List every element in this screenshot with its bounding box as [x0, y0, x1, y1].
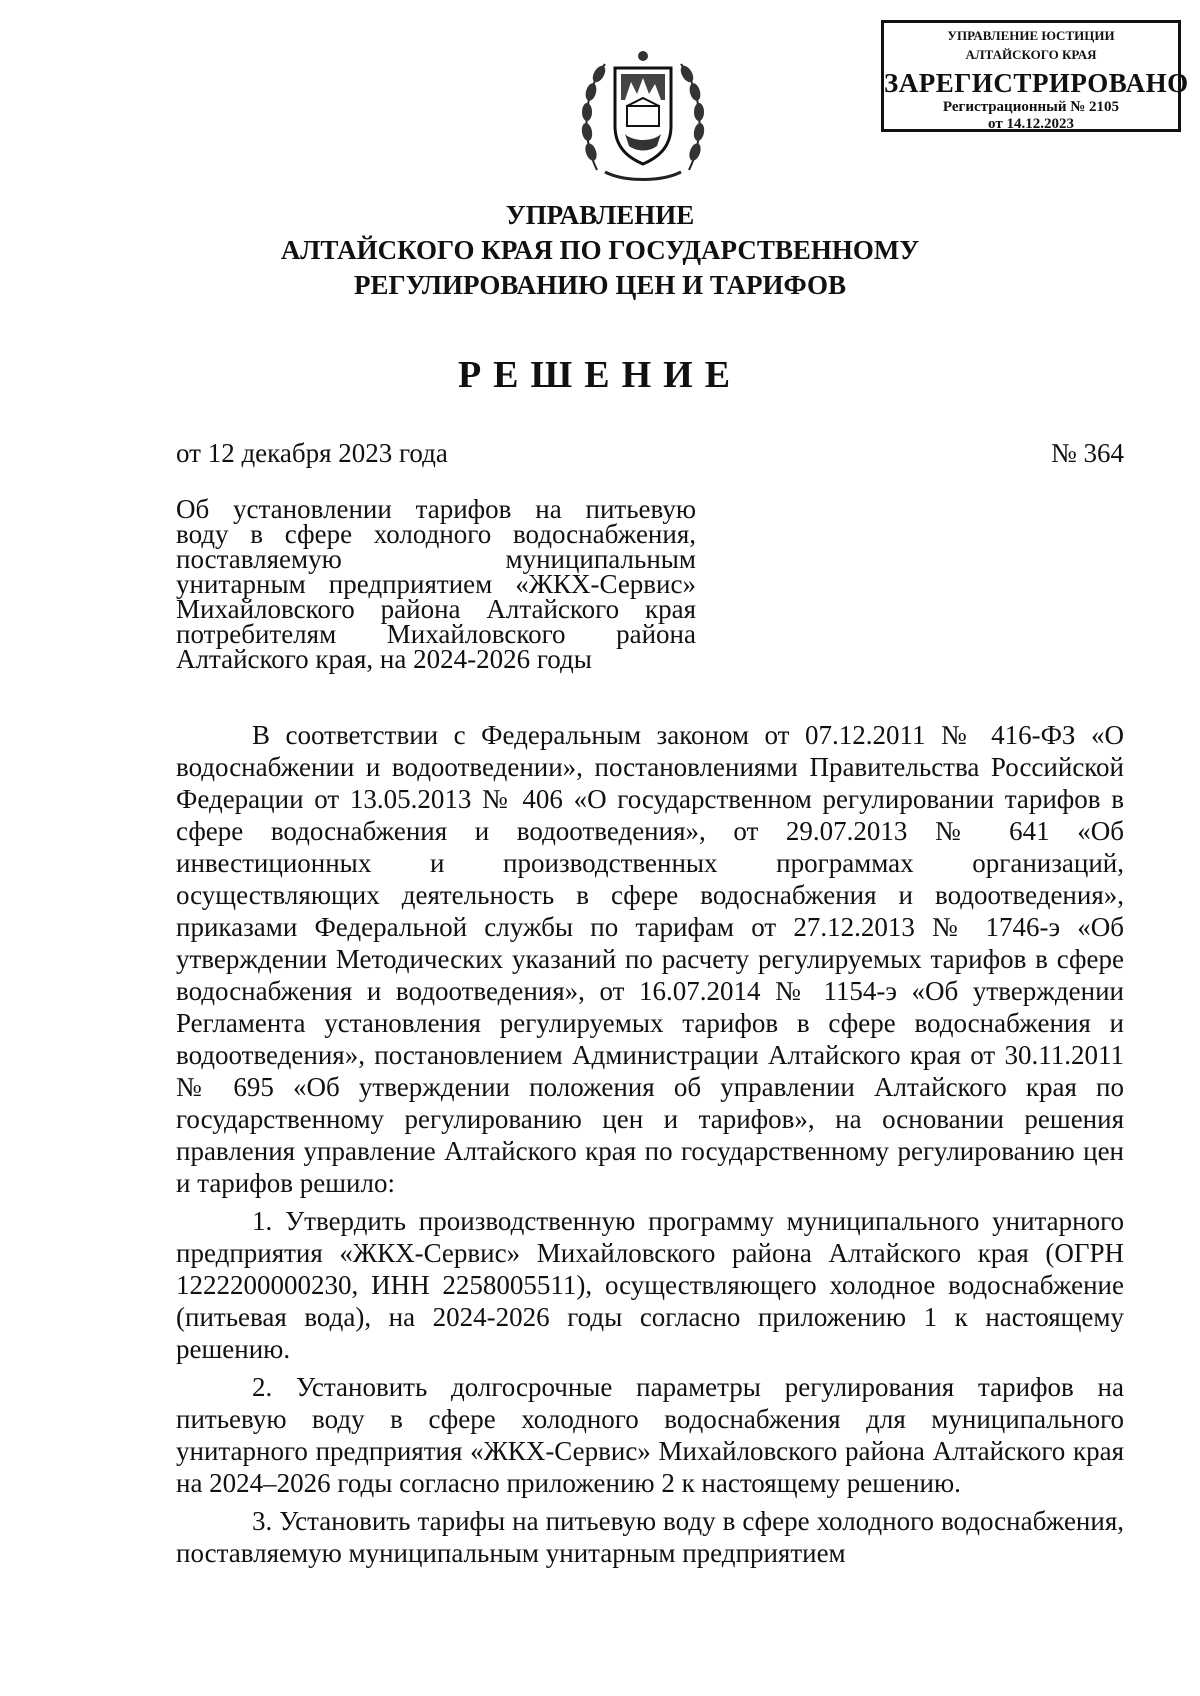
subject-line: воду в сфере холодного водоснабжения,	[176, 519, 696, 549]
decision-item-2: 2. Установить долгосрочные параметры регулирования тарифов на питьевую воду в сфере холодного водоснабжения для муниципального унитарного предприятия «ЖКХ-Сервис» Михайловского района Алтайского края на 2024–2026 годы согласно приложению 2 к настоящему решению.	[176, 1372, 1124, 1498]
document-subject	[176, 494, 696, 674]
document-number: № 364	[1050, 438, 1124, 468]
agency-line-1: УПРАВЛЕНИЕ	[505, 200, 695, 230]
subject-line: потребителям Михайловского района	[176, 619, 696, 649]
document-date: от 12 декабря 2023 года	[176, 438, 448, 468]
stamp-org-line-2: АЛТАЙСКОГО КРАЯ	[965, 47, 1097, 62]
stamp-registration-number: Регистрационный № 2105	[942, 99, 1120, 115]
subject-line: Михайловского района Алтайского края	[176, 594, 696, 624]
registration-stamp	[881, 20, 1189, 132]
document-body	[176, 719, 1124, 1569]
document-title: РЕШЕНИЕ	[457, 354, 743, 396]
stamp-status: ЗАРЕГИСТРИРОВАНО	[884, 68, 1189, 98]
subject-line: унитарным предприятием «ЖКХ-Сервис»	[176, 569, 696, 599]
agency-line-2: АЛТАЙСКОГО КРАЯ ПО ГОСУДАРСТВЕННОМУ	[280, 235, 920, 265]
subject-line: Об установлении тарифов на питьевую	[176, 494, 696, 524]
subject-line: Алтайского края, на 2024-2026 годы	[176, 644, 592, 674]
coat-of-arms-icon	[575, 42, 711, 184]
preamble-paragraph: В соответствии с Федеральным законом от 07.12.2011 № 416-ФЗ «О водоснабжении и водоотведении», постановлениями Правительства Российской Федерации от 13.05.2013 № 406 «О государственном регулировании тарифов в сфере водоснабжения и водоотведения», от 29.07.2013 № 641 «Об инвестиционных и производственных программах организаций, осуществляющих деятельность в сфере водоснабжения и водоотведения», приказами Федеральной службы по тарифам от 27.12.2013 № 1746-э «Об утверждении Методических указаний по расчету регулируемых тарифов в сфере водоснабжения и водоотведения», от 16.07.2014 № 1154-э «Об утверждении Регламента установления регулируемых тарифов в сфере водоснабжения и водоотведения», постановлением Администрации Алтайского края от 30.11.2011 № 695 «Об утверждении положения об управлении Алтайского края по государственному регулированию цен и тарифов», на основании решения правления управление Алтайского края по государственному регулированию цен и тарифов решило:	[176, 720, 1124, 1198]
decision-item-1: 1. Утвердить производственную программу муниципального унитарного предприятия «ЖКХ-Сервис» Михайловского района Алтайского края (ОГРН 1222200000230, ИНН 2258005511), осуществляющего холодное водоснабжение (питьевая вода), на 2024-2026 годы согласно приложению 1 к настоящему решению.	[176, 1206, 1124, 1364]
stamp-org-line-1: УПРАВЛЕНИЕ ЮСТИЦИИ	[947, 28, 1115, 43]
agency-line-3: РЕГУЛИРОВАНИЮ ЦЕН И ТАРИФОВ	[353, 270, 847, 300]
decision-item-3: 3. Установить тарифы на питьевую воду в сфере холодного водоснабжения, поставляемую муниципальным унитарным предприятием	[176, 1506, 1124, 1568]
stamp-registration-date: от 14.12.2023	[988, 116, 1074, 132]
agency-header	[240, 198, 960, 303]
subject-line: поставляемую муниципальным	[176, 544, 696, 574]
